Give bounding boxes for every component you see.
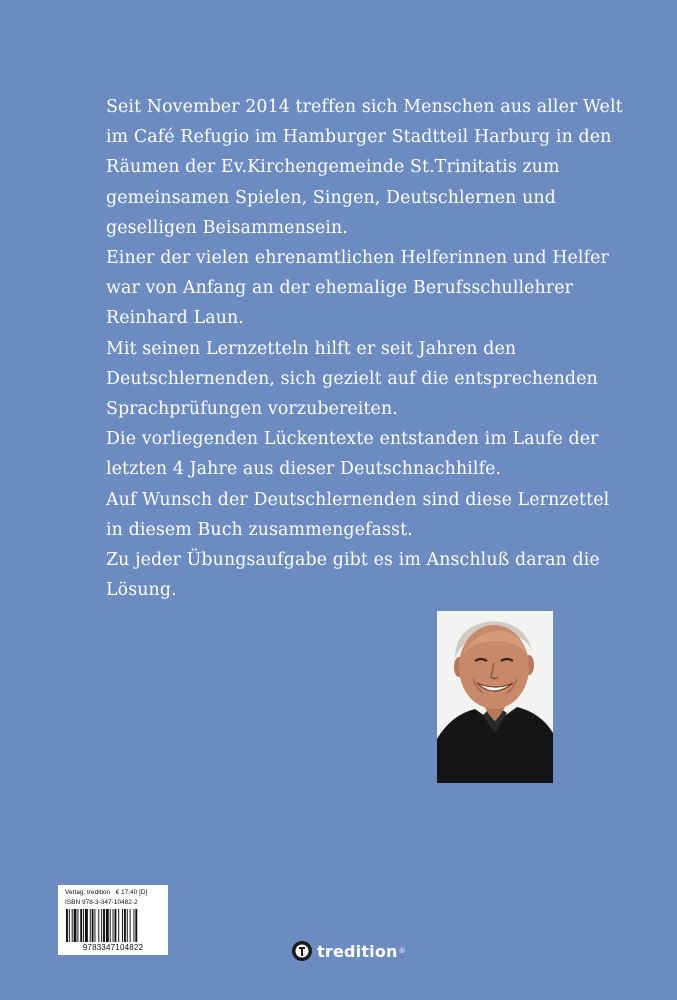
price-label: € 17,40 [D] [115,889,148,896]
barcode-bar [133,909,134,942]
tredition-logo-icon [292,941,312,961]
blurb-paragraph: Einer der vielen ehrenamtlichen Helferinnen und Helfer war von Anfang an der ehemalige Berufsschullehrer Reinhard Laun. [106,248,609,329]
barcode-bar [69,909,70,942]
barcode-bar [80,909,82,942]
blurb-paragraph: Zu jeder Übungsaufgabe gibt es im Anschluß daran die Lösung. [106,550,600,601]
barcode-number: 9783347104822 [82,943,144,952]
barcode-bar [72,909,73,942]
barcode-bar [83,909,84,942]
barcode-bar [85,909,88,942]
blurb-paragraph: Auf Wunsch der Deutschlernenden sind diese Lernzettel in diesem Buch zusammengefasst. [106,489,610,540]
barcode-bar [122,909,123,942]
barcode-bar [103,909,105,942]
barcode-bar [130,909,131,942]
blurb-paragraph: Seit November 2014 treffen sich Menschen aus aller Welt im Café Refugio im Hamburger Stadtteil Harburg in den Räumen der Ev.Kirchengemeinde St.Trinitatis zum gemeinsamen Spielen, Singen, Deutschlernen und geselligen Beisammensein. [106,97,623,238]
barcode-bar [66,909,68,942]
barcode-bar [118,909,119,942]
barcode-bar [106,909,109,942]
barcode-bar [124,909,126,942]
barcode-bar [98,909,99,942]
isbn-label: ISBN 978-3-347-10482-2 [65,899,138,906]
barcode-bar [110,909,111,942]
publisher-logo [292,940,406,962]
blurb-paragraph: Mit seinen Lernzetteln hilft er seit Jahren den Deutschlernenden, sich gezielt auf die entsprechenden Sprachprüfungen vorzubereiten. [106,338,598,420]
barcode-bar [92,909,94,942]
barcode-bar [135,909,137,942]
barcode-bar [90,909,91,942]
publisher-name: tredition [317,941,398,961]
barcode-bar [95,909,96,942]
publisher-line: Verlag: tredition [65,889,111,896]
barcode-bar [127,909,128,942]
barcode-bar [113,909,114,942]
author-photo [437,611,553,783]
isbn-barcode-label [58,885,168,955]
barcode-bars [66,909,160,942]
barcode-bar [74,909,77,942]
barcode-bar [101,909,102,942]
registered-mark: ® [398,947,406,955]
barcode-bar [77,909,78,942]
author-portrait-image [437,611,553,783]
barcode-bar [114,909,116,942]
blurb-paragraph: Die vorliegenden Lückentexte entstanden im Laufe der letzten 4 Jahre aus dieser Deutschnachhilfe. [106,429,599,480]
back-cover-blurb [106,92,626,605]
